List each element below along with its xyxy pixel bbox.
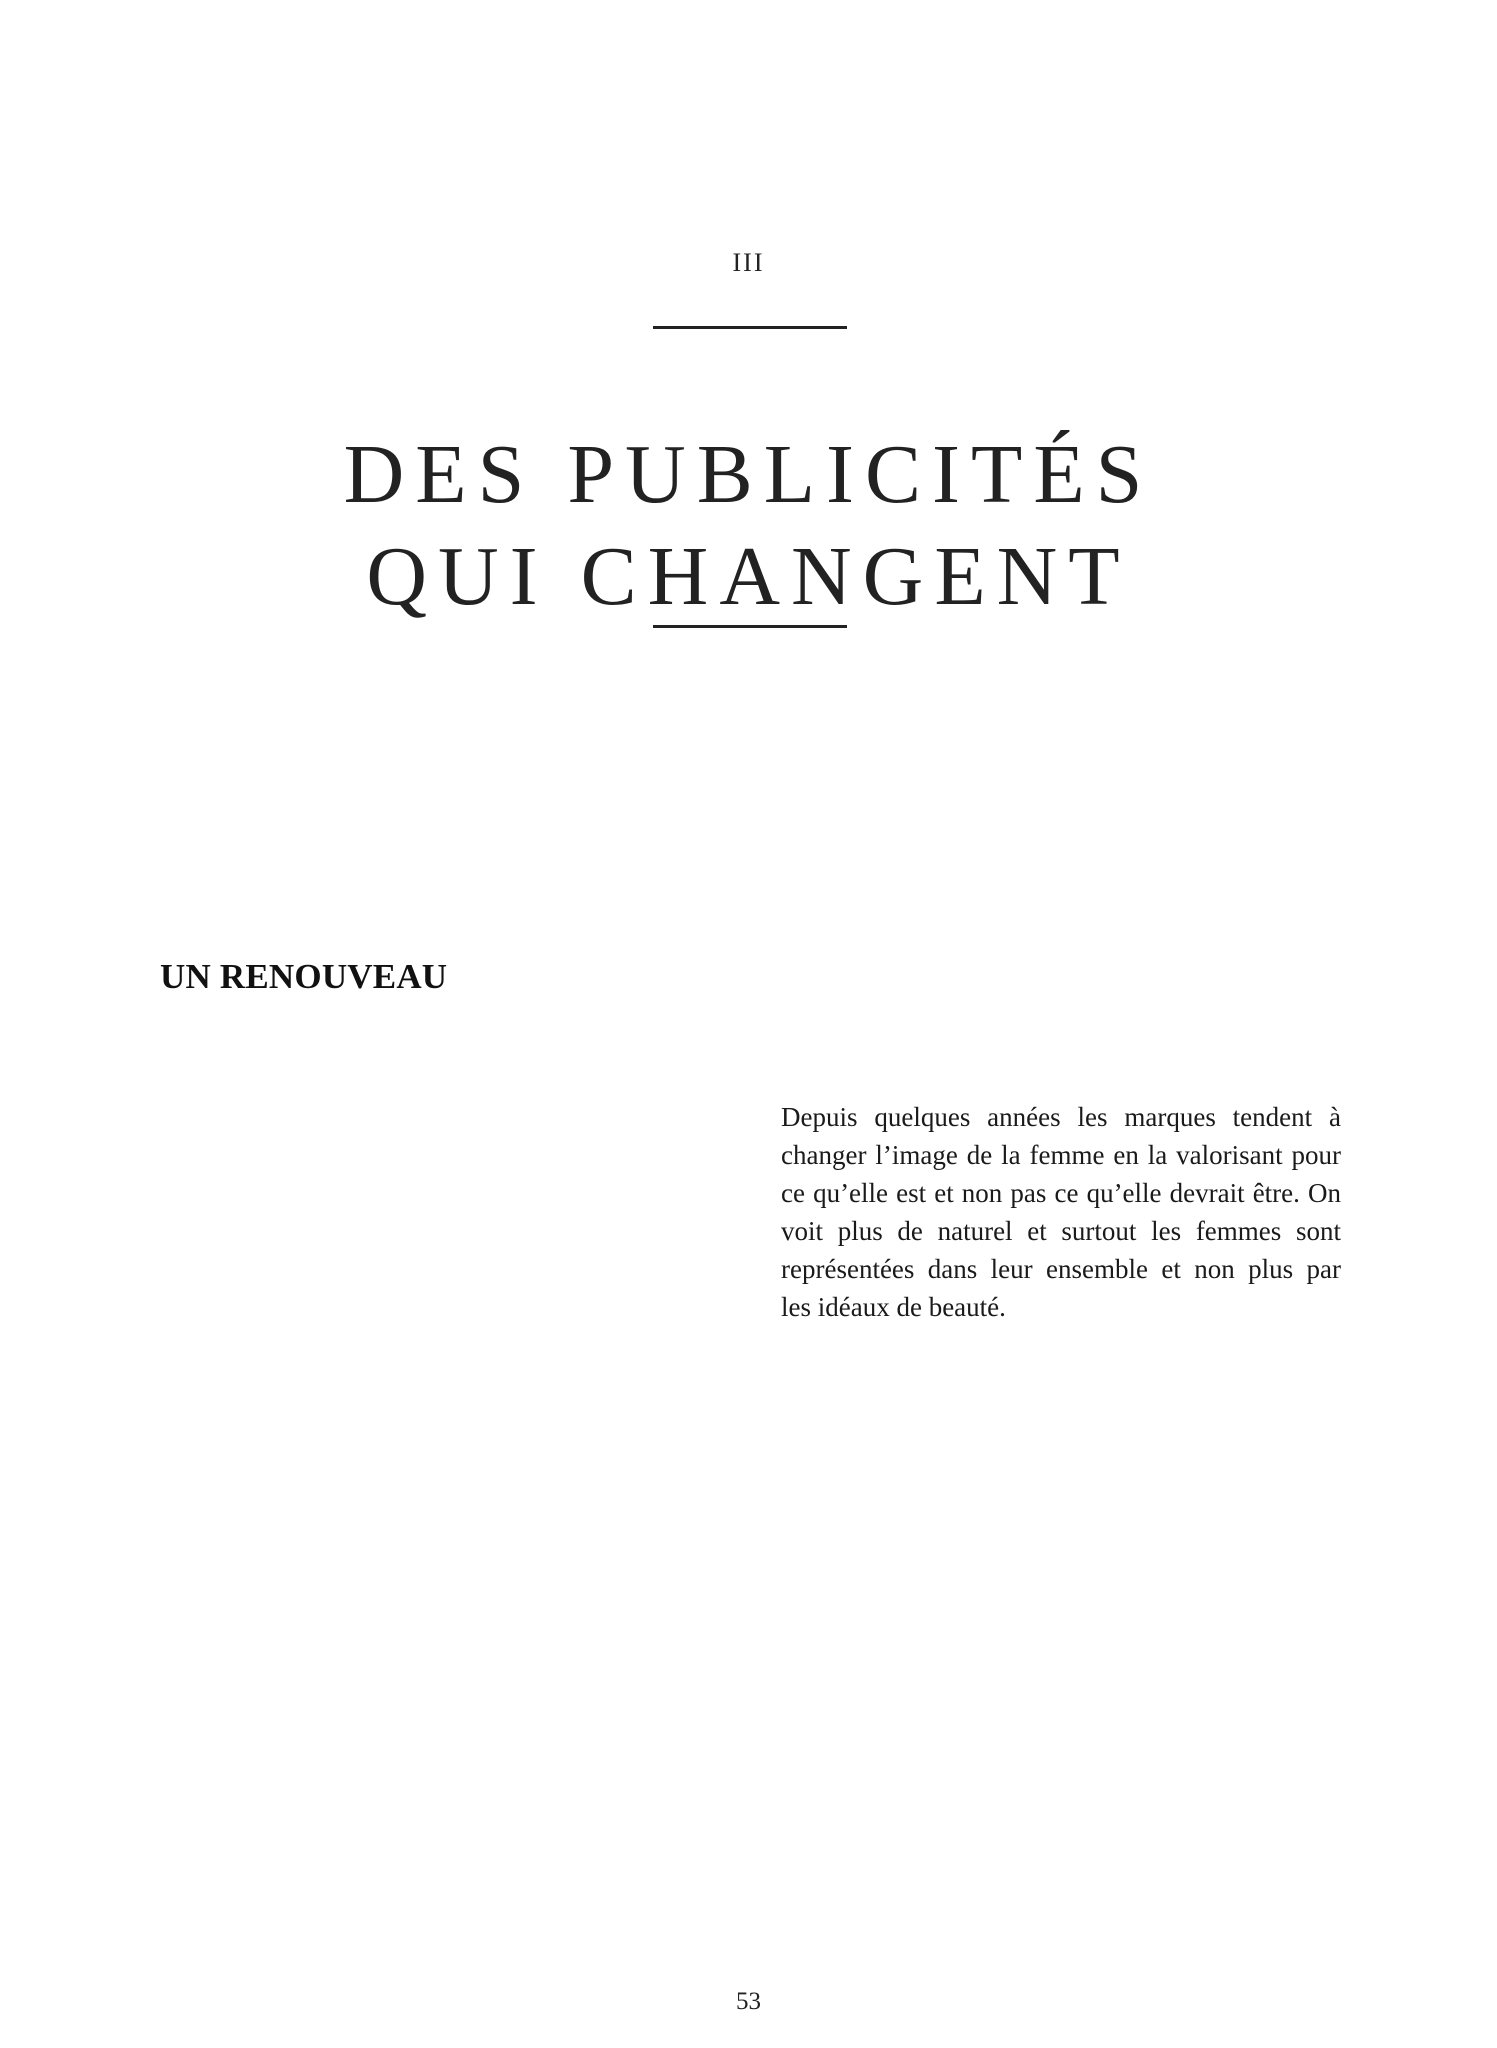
title-rule-bottom [653, 625, 847, 628]
paragraph-line: les idéaux de beauté. [781, 1292, 1006, 1322]
chapter-number: III [732, 248, 765, 277]
paragraph-line: changer l’image de la femme en la valorisant pour [781, 1140, 1341, 1170]
section-heading: UN RENOUVEAU [160, 957, 448, 996]
chapter-title-line-2: QUI CHANGENT [366, 530, 1131, 624]
paragraph-line: Depuis quelques années les marques tendent à [781, 1102, 1341, 1132]
page-number: 53 [736, 1988, 761, 2015]
body-paragraph [781, 1098, 1341, 1326]
paragraph-line: représentées dans leur ensemble et non plus par [781, 1254, 1341, 1284]
title-rule-top [653, 326, 847, 329]
paragraph-line: voit plus de naturel et surtout les femmes sont [781, 1216, 1341, 1246]
chapter-title [0, 424, 1497, 628]
chapter-title-line-1: DES PUBLICITÉS [343, 428, 1154, 522]
paragraph-line: ce qu’elle est et non pas ce qu’elle devrait être. On [781, 1178, 1341, 1208]
